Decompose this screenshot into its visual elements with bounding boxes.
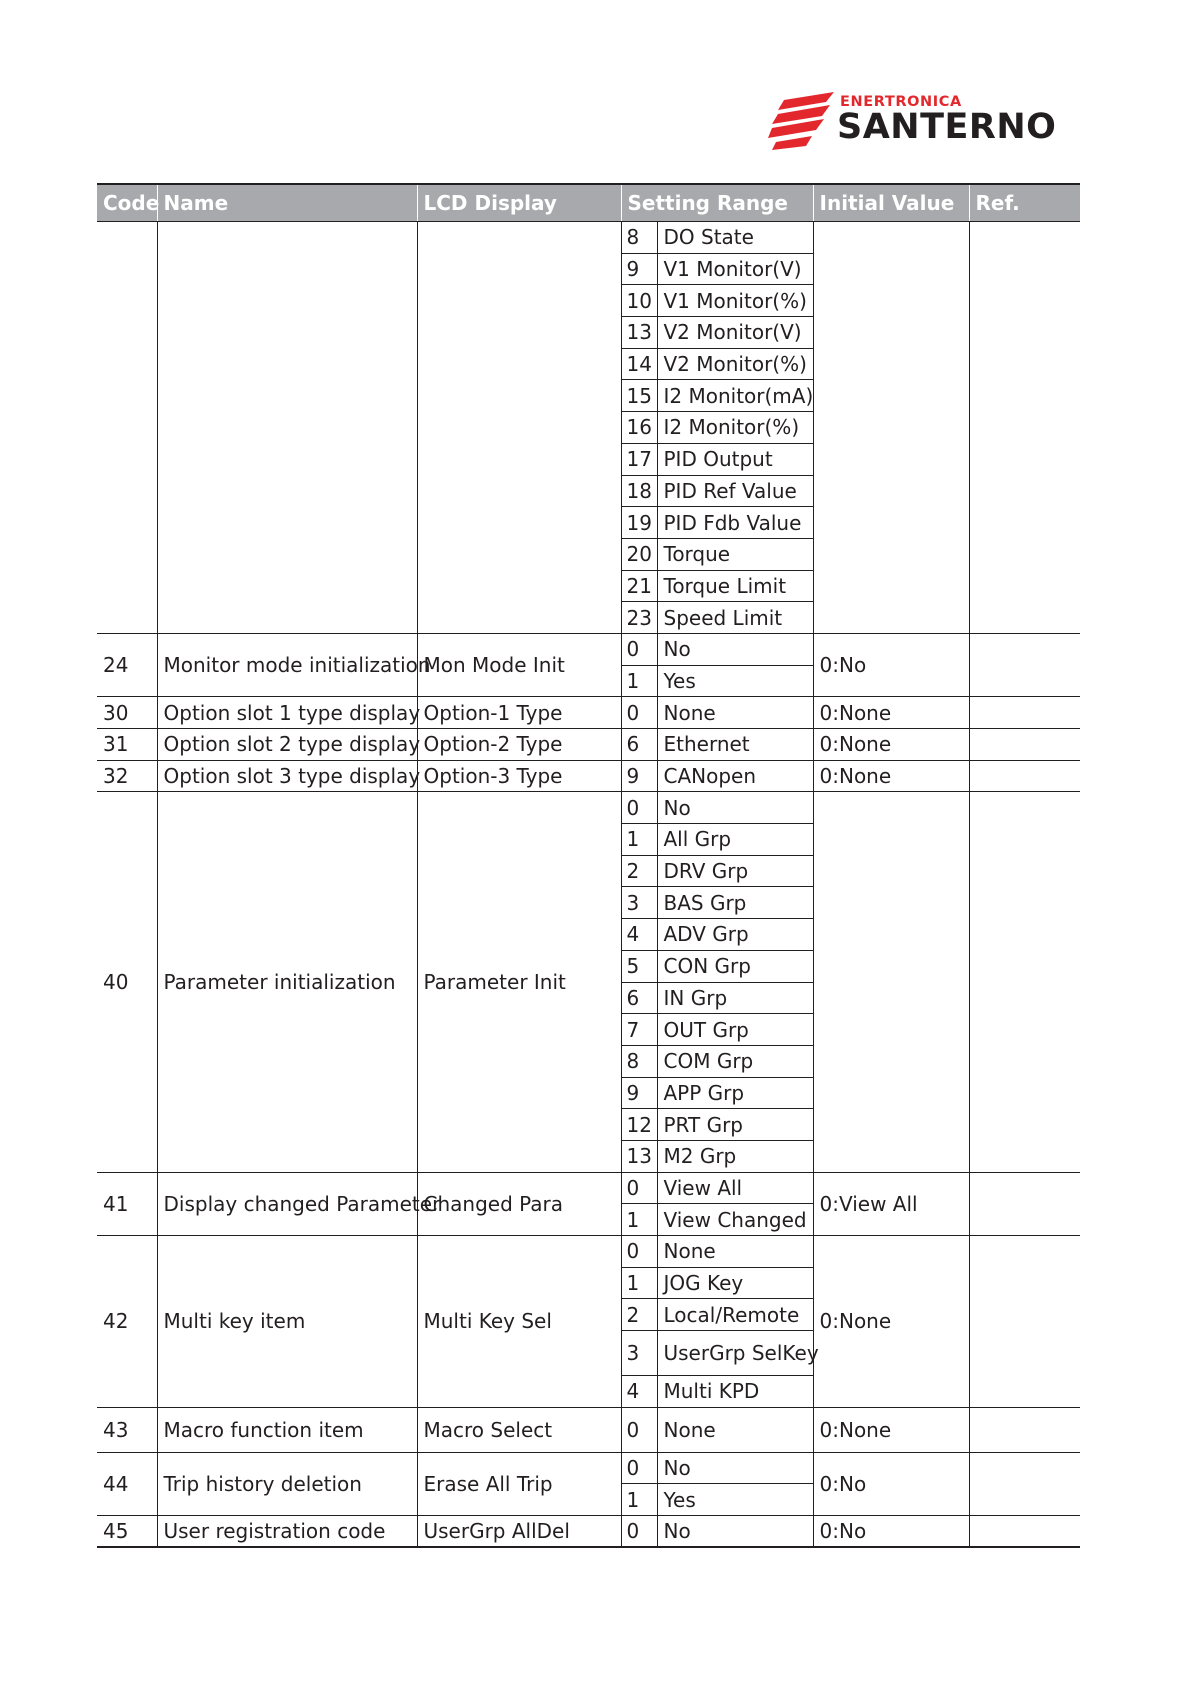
- option-number-cell: 9: [621, 253, 657, 285]
- lcd-display-cell: [417, 222, 621, 634]
- ref-cell: [969, 729, 1080, 761]
- lcd-display-cell: Option-3 Type: [417, 760, 621, 792]
- header-ref: Ref.: [969, 184, 1080, 222]
- option-label-cell: No: [657, 1516, 813, 1548]
- ref-cell: [969, 1407, 1080, 1452]
- option-number-cell: 0: [621, 1516, 657, 1548]
- lcd-display-cell: Option-1 Type: [417, 697, 621, 729]
- name-cell: Option slot 3 type display: [157, 760, 417, 792]
- santerno-logo-icon: [768, 90, 840, 152]
- option-number-cell: 1: [621, 665, 657, 697]
- ref-cell: [969, 1516, 1080, 1548]
- name-cell: Multi key item: [157, 1236, 417, 1408]
- lcd-display-cell: Macro Select: [417, 1407, 621, 1452]
- option-label-cell: DO State: [657, 222, 813, 254]
- name-cell: Option slot 1 type display: [157, 697, 417, 729]
- table-row: [97, 633, 1080, 665]
- option-label-cell: V2 Monitor(V): [657, 317, 813, 349]
- ref-cell: [969, 1236, 1080, 1408]
- option-number-cell: 21: [621, 570, 657, 602]
- table-row: [97, 222, 1080, 254]
- name-cell: Monitor mode initialization: [157, 633, 417, 696]
- table-header-row: [97, 184, 1080, 222]
- initial-value-cell: 0:None: [813, 760, 969, 792]
- initial-value-cell: 0:None: [813, 1407, 969, 1452]
- option-number-cell: 2: [621, 1299, 657, 1331]
- option-number-cell: 7: [621, 1014, 657, 1046]
- option-number-cell: 0: [621, 1407, 657, 1452]
- option-label-cell: View All: [657, 1172, 813, 1204]
- option-label-cell: PID Output: [657, 443, 813, 475]
- option-label-cell: ADV Grp: [657, 919, 813, 951]
- option-label-cell: CANopen: [657, 760, 813, 792]
- option-label-cell: Torque: [657, 538, 813, 570]
- ref-cell: [969, 792, 1080, 1172]
- name-cell: Display changed Parameter: [157, 1172, 417, 1235]
- option-label-cell: View Changed: [657, 1204, 813, 1236]
- option-label-cell: V2 Monitor(%): [657, 348, 813, 380]
- code-cell: 31: [97, 729, 157, 761]
- code-cell: 24: [97, 633, 157, 696]
- table-row: [97, 1172, 1080, 1204]
- name-cell: Parameter initialization: [157, 792, 417, 1172]
- option-label-cell: PID Ref Value: [657, 475, 813, 507]
- option-number-cell: 10: [621, 285, 657, 317]
- name-cell: Macro function item: [157, 1407, 417, 1452]
- option-number-cell: 16: [621, 412, 657, 444]
- option-label-cell: PID Fdb Value: [657, 507, 813, 539]
- code-cell: 32: [97, 760, 157, 792]
- table-row: [97, 792, 1080, 824]
- option-number-cell: 1: [621, 1267, 657, 1299]
- option-label-cell: JOG Key: [657, 1267, 813, 1299]
- option-label-cell: No: [657, 633, 813, 665]
- option-number-cell: 8: [621, 1045, 657, 1077]
- option-number-cell: 14: [621, 348, 657, 380]
- option-number-cell: 0: [621, 633, 657, 665]
- ref-cell: [969, 1172, 1080, 1235]
- name-cell: User registration code: [157, 1516, 417, 1548]
- lcd-display-cell: UserGrp AllDel: [417, 1516, 621, 1548]
- option-number-cell: 9: [621, 1077, 657, 1109]
- option-number-cell: 19: [621, 507, 657, 539]
- option-number-cell: 13: [621, 1140, 657, 1172]
- option-label-cell: BAS Grp: [657, 887, 813, 919]
- option-label-cell: APP Grp: [657, 1077, 813, 1109]
- option-number-cell: 3: [621, 1331, 657, 1376]
- code-cell: [97, 222, 157, 634]
- table-row: [97, 1407, 1080, 1452]
- option-label-cell: I2 Monitor(%): [657, 412, 813, 444]
- option-label-cell: Yes: [657, 665, 813, 697]
- code-cell: 42: [97, 1236, 157, 1408]
- code-cell: 43: [97, 1407, 157, 1452]
- table-body: [97, 222, 1080, 1548]
- option-label-cell: M2 Grp: [657, 1140, 813, 1172]
- option-label-cell: Ethernet: [657, 729, 813, 761]
- option-label-cell: Local/Remote: [657, 1299, 813, 1331]
- option-label-cell: COM Grp: [657, 1045, 813, 1077]
- code-cell: 41: [97, 1172, 157, 1235]
- option-number-cell: 0: [621, 1452, 657, 1484]
- name-cell: [157, 222, 417, 634]
- initial-value-cell: [813, 792, 969, 1172]
- lcd-display-cell: Parameter Init: [417, 792, 621, 1172]
- option-number-cell: 0: [621, 792, 657, 824]
- ref-cell: [969, 222, 1080, 634]
- code-cell: 30: [97, 697, 157, 729]
- option-label-cell: V1 Monitor(V): [657, 253, 813, 285]
- table-row: [97, 697, 1080, 729]
- header-setting-range: Setting Range: [621, 184, 813, 222]
- option-label-cell: Multi KPD: [657, 1376, 813, 1408]
- option-label-cell: PRT Grp: [657, 1109, 813, 1141]
- lcd-display-cell: Erase All Trip: [417, 1452, 621, 1515]
- initial-value-cell: [813, 222, 969, 634]
- option-number-cell: 12: [621, 1109, 657, 1141]
- name-cell: Trip history deletion: [157, 1452, 417, 1515]
- lcd-display-cell: Multi Key Sel: [417, 1236, 621, 1408]
- lcd-display-cell: Option-2 Type: [417, 729, 621, 761]
- option-number-cell: 0: [621, 1172, 657, 1204]
- option-number-cell: 3: [621, 887, 657, 919]
- header-code: Code: [97, 184, 157, 222]
- option-label-cell: None: [657, 1236, 813, 1268]
- code-cell: 45: [97, 1516, 157, 1548]
- logo-subtitle: ENERTRONICA: [840, 94, 962, 110]
- option-number-cell: 1: [621, 1204, 657, 1236]
- initial-value-cell: 0:No: [813, 1516, 969, 1548]
- option-label-cell: DRV Grp: [657, 855, 813, 887]
- option-label-cell: All Grp: [657, 824, 813, 856]
- option-number-cell: 4: [621, 1376, 657, 1408]
- option-number-cell: 18: [621, 475, 657, 507]
- option-number-cell: 13: [621, 317, 657, 349]
- option-number-cell: 17: [621, 443, 657, 475]
- option-number-cell: 23: [621, 602, 657, 634]
- lcd-display-cell: Mon Mode Init: [417, 633, 621, 696]
- option-label-cell: Torque Limit: [657, 570, 813, 602]
- option-label-cell: None: [657, 1407, 813, 1452]
- table-row: [97, 729, 1080, 761]
- initial-value-cell: 0:No: [813, 1452, 969, 1515]
- table-row: [97, 1236, 1080, 1268]
- option-label-cell: IN Grp: [657, 982, 813, 1014]
- initial-value-cell: 0:No: [813, 633, 969, 696]
- option-number-cell: 6: [621, 729, 657, 761]
- table-row: [97, 1452, 1080, 1484]
- option-label-cell: No: [657, 792, 813, 824]
- option-number-cell: 0: [621, 697, 657, 729]
- logo-title: SANTERNO: [837, 107, 1057, 147]
- option-number-cell: 0: [621, 1236, 657, 1268]
- option-label-cell: No: [657, 1452, 813, 1484]
- option-label-cell: None: [657, 697, 813, 729]
- table-row: [97, 760, 1080, 792]
- header-name: Name: [157, 184, 417, 222]
- option-label-cell: Speed Limit: [657, 602, 813, 634]
- ref-cell: [969, 697, 1080, 729]
- table-row: [97, 1516, 1080, 1548]
- header-lcd-display: LCD Display: [417, 184, 621, 222]
- header-initial-value: Initial Value: [813, 184, 969, 222]
- ref-cell: [969, 1452, 1080, 1515]
- option-label-cell: Yes: [657, 1484, 813, 1516]
- option-number-cell: 15: [621, 380, 657, 412]
- lcd-display-cell: Changed Para: [417, 1172, 621, 1235]
- initial-value-cell: 0:None: [813, 697, 969, 729]
- option-label-cell: OUT Grp: [657, 1014, 813, 1046]
- initial-value-cell: 0:View All: [813, 1172, 969, 1235]
- option-number-cell: 5: [621, 950, 657, 982]
- parameter-table: [97, 183, 1080, 1548]
- option-number-cell: 9: [621, 760, 657, 792]
- option-number-cell: 2: [621, 855, 657, 887]
- option-number-cell: 4: [621, 919, 657, 951]
- option-label-cell: I2 Monitor(mA): [657, 380, 813, 412]
- company-logo: [768, 90, 1078, 152]
- option-label-cell: CON Grp: [657, 950, 813, 982]
- option-number-cell: 20: [621, 538, 657, 570]
- ref-cell: [969, 760, 1080, 792]
- option-number-cell: 1: [621, 824, 657, 856]
- code-cell: 44: [97, 1452, 157, 1515]
- initial-value-cell: 0:None: [813, 1236, 969, 1408]
- ref-cell: [969, 633, 1080, 696]
- option-number-cell: 1: [621, 1484, 657, 1516]
- code-cell: 40: [97, 792, 157, 1172]
- option-label-cell: UserGrp SelKey: [657, 1331, 813, 1376]
- name-cell: Option slot 2 type display: [157, 729, 417, 761]
- option-label-cell: V1 Monitor(%): [657, 285, 813, 317]
- option-number-cell: 8: [621, 222, 657, 254]
- option-number-cell: 6: [621, 982, 657, 1014]
- initial-value-cell: 0:None: [813, 729, 969, 761]
